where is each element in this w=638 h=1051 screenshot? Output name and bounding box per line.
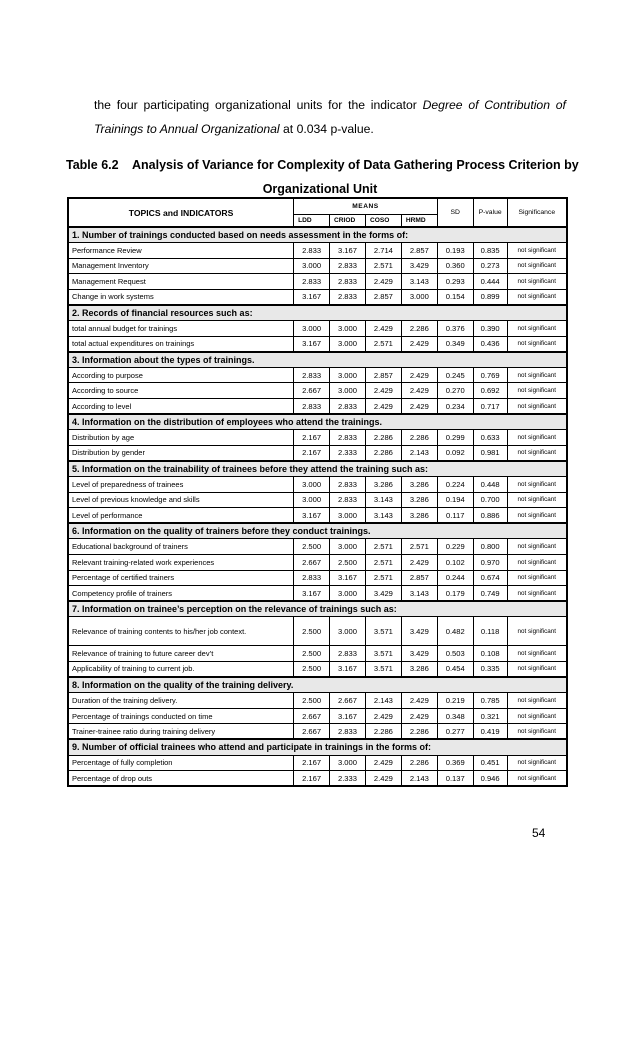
table-row [68,586,567,602]
sd-cell: 0.277 [437,724,473,740]
intro-italic-word: of [468,98,479,112]
sd-cell: 0.360 [437,258,473,274]
header-ldd: LDD [294,214,330,227]
hrmd-cell: 2.429 [401,693,437,709]
coso-cell: 3.429 [365,586,401,602]
p-value-cell: 0.835 [473,243,507,259]
significance-cell: not significant [507,243,567,259]
hrmd-cell: 2.429 [401,554,437,570]
hrmd-cell: 2.429 [401,367,437,383]
coso-cell: 3.571 [365,617,401,646]
criod-cell: 2.333 [330,445,366,461]
category-row [68,414,567,430]
p-value-cell: 0.946 [473,771,507,787]
sd-cell: 0.224 [437,477,473,493]
coso-cell: 2.429 [365,321,401,337]
hrmd-cell: 3.286 [401,477,437,493]
p-value-cell: 0.335 [473,661,507,677]
sd-cell: 0.092 [437,445,473,461]
indicator-cell: Level of preparedness of trainees [68,477,294,493]
sd-cell: 0.244 [437,570,473,586]
criod-cell: 2.833 [330,477,366,493]
table-row [68,477,567,493]
table-body [68,227,567,786]
hrmd-cell: 2.857 [401,570,437,586]
p-value-cell: 0.444 [473,274,507,290]
coso-cell: 3.286 [365,477,401,493]
p-value-cell: 0.785 [473,693,507,709]
intro-word: four [116,98,138,112]
p-value-cell: 0.749 [473,586,507,602]
intro-italic-word: of [555,98,566,112]
category-title: 2. Records of financial resources such as: [68,305,567,321]
sd-cell: 0.193 [437,243,473,259]
category-title: 9. Number of official trainees who attend and participate in trainings in the forms of: [68,739,567,755]
sd-cell: 0.293 [437,274,473,290]
category-title: 7. Information on trainee’s perception on the relevance of trainings such as: [68,601,567,617]
coso-cell: 2.857 [365,289,401,305]
table-row [68,445,567,461]
ldd-cell: 2.500 [294,693,330,709]
significance-cell: not significant [507,445,567,461]
intro-italic-word: Contribution [484,98,550,112]
category-title: 8. Information on the quality of the training delivery. [68,677,567,693]
ldd-cell: 3.000 [294,477,330,493]
header-coso: COSO [365,214,401,227]
significance-cell: not significant [507,430,567,446]
p-value-cell: 0.436 [473,336,507,352]
category-row [68,739,567,755]
ldd-cell: 2.500 [294,617,330,646]
indicator-cell: total actual expenditures on trainings [68,336,294,352]
table-row [68,321,567,337]
header-hrmd: HRMD [401,214,437,227]
p-value-cell: 0.800 [473,539,507,555]
ldd-cell: 2.833 [294,274,330,290]
ldd-cell: 2.167 [294,445,330,461]
significance-cell: not significant [507,274,567,290]
sd-cell: 0.503 [437,646,473,662]
ldd-cell: 2.667 [294,724,330,740]
indicator-cell: Distribution by gender [68,445,294,461]
header-means: MEANS [294,198,438,214]
hrmd-cell: 3.286 [401,492,437,508]
hrmd-cell: 2.143 [401,445,437,461]
significance-cell: not significant [507,617,567,646]
criod-cell: 3.000 [330,336,366,352]
significance-cell: not significant [507,570,567,586]
category-row [68,461,567,477]
coso-cell: 2.571 [365,336,401,352]
p-value-cell: 0.981 [473,445,507,461]
table-row [68,771,567,787]
p-value-cell: 0.451 [473,755,507,771]
significance-cell: not significant [507,399,567,415]
indicator-cell: Relevant training-related work experiences [68,554,294,570]
sd-cell: 0.117 [437,508,473,524]
ldd-cell: 2.167 [294,771,330,787]
significance-cell: not significant [507,383,567,399]
criod-cell: 2.500 [330,554,366,570]
significance-cell: not significant [507,646,567,662]
coso-cell: 3.571 [365,661,401,677]
significance-cell: not significant [507,258,567,274]
indicator-cell: Percentage of drop outs [68,771,294,787]
ldd-cell: 2.167 [294,755,330,771]
p-value-cell: 0.899 [473,289,507,305]
p-value-cell: 0.674 [473,570,507,586]
sd-cell: 0.369 [437,755,473,771]
significance-cell: not significant [507,289,567,305]
table-row [68,554,567,570]
hrmd-cell: 3.143 [401,274,437,290]
sd-cell: 0.179 [437,586,473,602]
p-value-cell: 0.970 [473,554,507,570]
table-row [68,724,567,740]
sd-cell: 0.348 [437,708,473,724]
p-value-cell: 0.692 [473,383,507,399]
criod-cell: 3.167 [330,661,366,677]
significance-cell: not significant [507,321,567,337]
indicator-cell: According to source [68,383,294,399]
ldd-cell: 3.000 [294,492,330,508]
sd-cell: 0.154 [437,289,473,305]
ldd-cell: 2.667 [294,554,330,570]
coso-cell: 2.143 [365,693,401,709]
ldd-cell: 3.167 [294,336,330,352]
p-value-cell: 0.419 [473,724,507,740]
criod-cell: 3.167 [330,708,366,724]
category-title: 6. Information on the quality of trainers before they conduct trainings. [68,523,567,539]
indicator-cell: Percentage of trainings conducted on time [68,708,294,724]
intro-word: the [348,98,366,112]
criod-cell: 2.833 [330,399,366,415]
significance-cell: not significant [507,367,567,383]
hrmd-cell: 2.286 [401,724,437,740]
ldd-cell: 3.000 [294,258,330,274]
indicator-cell: Relevance of training contents to his/her job context. [68,617,294,646]
sd-cell: 0.229 [437,539,473,555]
table-row [68,274,567,290]
header-p-value: P-value [473,198,507,227]
hrmd-cell: 3.429 [401,646,437,662]
sd-cell: 0.349 [437,336,473,352]
intro-italic-phrase: Trainings to Annual Organizational [94,122,280,136]
caption-line-1: Table 6.2 Analysis of Variance for Complexity of Data Gathering Process Criterion by [66,158,579,172]
significance-cell: not significant [507,586,567,602]
header-topics: TOPICS and INDICATORS [68,198,294,227]
significance-cell: not significant [507,755,567,771]
hrmd-cell: 2.857 [401,243,437,259]
coso-cell: 3.571 [365,646,401,662]
ldd-cell: 2.833 [294,399,330,415]
hrmd-cell: 3.429 [401,617,437,646]
indicator-cell: Competency profile of trainers [68,586,294,602]
p-value-cell: 0.700 [473,492,507,508]
intro-word: for [328,98,343,112]
indicator-cell: Distribution by age [68,430,294,446]
criod-cell: 2.333 [330,771,366,787]
category-title: 4. Information on the distribution of employees who attend the trainings. [68,414,567,430]
indicator-cell: Performance Review [68,243,294,259]
ldd-cell: 2.667 [294,708,330,724]
table-row [68,570,567,586]
table-caption [66,153,579,201]
hrmd-cell: 3.143 [401,586,437,602]
ldd-cell: 3.167 [294,289,330,305]
intro-word: indicator [370,98,417,112]
criod-cell: 2.667 [330,693,366,709]
sd-cell: 0.102 [437,554,473,570]
hrmd-cell: 2.429 [401,336,437,352]
sd-cell: 0.219 [437,693,473,709]
coso-cell: 2.429 [365,755,401,771]
p-value-cell: 0.717 [473,399,507,415]
sd-cell: 0.270 [437,383,473,399]
p-value-cell: 0.390 [473,321,507,337]
criod-cell: 3.000 [330,367,366,383]
sd-cell: 0.299 [437,430,473,446]
hrmd-cell: 3.286 [401,508,437,524]
significance-cell: not significant [507,724,567,740]
p-value-cell: 0.769 [473,367,507,383]
significance-cell: not significant [507,554,567,570]
significance-cell: not significant [507,508,567,524]
ldd-cell: 2.833 [294,570,330,586]
criod-cell: 3.000 [330,755,366,771]
coso-cell: 2.571 [365,570,401,586]
coso-cell: 2.429 [365,708,401,724]
sd-cell: 0.454 [437,661,473,677]
table-row [68,399,567,415]
significance-cell: not significant [507,539,567,555]
intro-paragraph [94,93,566,141]
category-row [68,352,567,368]
table-row [68,539,567,555]
p-value-cell: 0.118 [473,617,507,646]
criod-cell: 2.833 [330,646,366,662]
criod-cell: 2.833 [330,258,366,274]
p-value-cell: 0.108 [473,646,507,662]
coso-cell: 2.714 [365,243,401,259]
ldd-cell: 3.000 [294,321,330,337]
indicator-cell: Educational background of trainers [68,539,294,555]
p-value-cell: 0.886 [473,508,507,524]
coso-cell: 2.429 [365,274,401,290]
sd-cell: 0.376 [437,321,473,337]
caption-line-2: Organizational Unit [262,182,378,196]
criod-cell: 3.000 [330,617,366,646]
category-title: 5. Information on the trainability of trainees before they attend the training such as: [68,461,567,477]
category-title: 3. Information about the types of trainings. [68,352,567,368]
ldd-cell: 3.167 [294,508,330,524]
significance-cell: not significant [507,693,567,709]
significance-cell: not significant [507,336,567,352]
page-number: 54 [532,826,546,840]
table-row [68,367,567,383]
indicator-cell: Management Inventory [68,258,294,274]
significance-cell: not significant [507,477,567,493]
header-significance: Significance [507,198,567,227]
coso-cell: 2.429 [365,383,401,399]
sd-cell: 0.137 [437,771,473,787]
sd-cell: 0.194 [437,492,473,508]
hrmd-cell: 3.429 [401,258,437,274]
hrmd-cell: 2.571 [401,539,437,555]
hrmd-cell: 2.143 [401,771,437,787]
indicator-cell: According to level [68,399,294,415]
header-sd: SD [437,198,473,227]
table-row [68,617,567,646]
criod-cell: 2.833 [330,492,366,508]
p-value-cell: 0.448 [473,477,507,493]
criod-cell: 3.000 [330,539,366,555]
ldd-cell: 2.500 [294,646,330,662]
header-criod: CRIOD [330,214,366,227]
table-row [68,646,567,662]
indicator-cell: According to purpose [68,367,294,383]
hrmd-cell: 2.429 [401,399,437,415]
indicator-cell: Level of previous knowledge and skills [68,492,294,508]
sd-cell: 0.234 [437,399,473,415]
table-row [68,289,567,305]
table-row [68,661,567,677]
intro-line-2-rest: at 0.034 p-value. [279,122,374,136]
criod-cell: 3.000 [330,383,366,399]
sd-cell: 0.245 [437,367,473,383]
table-row [68,708,567,724]
indicator-cell: Trainer-trainee ratio during training delivery [68,724,294,740]
criod-cell: 2.833 [330,430,366,446]
coso-cell: 2.571 [365,539,401,555]
category-row [68,305,567,321]
indicator-cell: Percentage of fully completion [68,755,294,771]
indicator-cell: Applicability of training to current job. [68,661,294,677]
sd-cell: 0.482 [437,617,473,646]
indicator-cell: Percentage of certified trainers [68,570,294,586]
criod-cell: 3.000 [330,586,366,602]
criod-cell: 3.000 [330,508,366,524]
coso-cell: 2.429 [365,399,401,415]
significance-cell: not significant [507,492,567,508]
ldd-cell: 2.500 [294,539,330,555]
table-row [68,693,567,709]
criod-cell: 3.167 [330,243,366,259]
intro-italic-word: Degree [422,98,463,112]
coso-cell: 3.143 [365,508,401,524]
intro-line-1 [94,93,566,117]
hrmd-cell: 2.286 [401,321,437,337]
p-value-cell: 0.273 [473,258,507,274]
p-value-cell: 0.321 [473,708,507,724]
criod-cell: 3.000 [330,321,366,337]
p-value-cell: 0.633 [473,430,507,446]
table-row [68,508,567,524]
table-row [68,243,567,259]
hrmd-cell: 2.429 [401,708,437,724]
indicator-cell: Relevance of training to future career dev’t [68,646,294,662]
coso-cell: 3.143 [365,492,401,508]
category-row [68,227,567,243]
hrmd-cell: 3.000 [401,289,437,305]
table-row [68,492,567,508]
intro-word: the [94,98,111,112]
hrmd-cell: 2.286 [401,430,437,446]
indicator-cell: Change in work systems [68,289,294,305]
category-row [68,677,567,693]
category-title: 1. Number of trainings conducted based on needs assessment in the forms of: [68,227,567,243]
hrmd-cell: 2.429 [401,383,437,399]
significance-cell: not significant [507,708,567,724]
ldd-cell: 2.667 [294,383,330,399]
table-row [68,430,567,446]
category-row [68,523,567,539]
intro-word: participating [143,98,210,112]
coso-cell: 2.286 [365,430,401,446]
criod-cell: 2.833 [330,274,366,290]
intro-line-2 [94,117,566,141]
table-row [68,755,567,771]
ldd-cell: 2.833 [294,367,330,383]
table-row [68,383,567,399]
criod-cell: 2.833 [330,289,366,305]
ldd-cell: 2.500 [294,661,330,677]
category-row [68,601,567,617]
indicator-cell: total annual budget for trainings [68,321,294,337]
criod-cell: 2.833 [330,724,366,740]
criod-cell: 3.167 [330,570,366,586]
coso-cell: 2.429 [365,771,401,787]
hrmd-cell: 2.286 [401,755,437,771]
ldd-cell: 3.167 [294,586,330,602]
intro-word: units [296,98,323,112]
significance-cell: not significant [507,771,567,787]
indicator-cell: Level of performance [68,508,294,524]
anova-table [67,197,568,787]
coso-cell: 2.286 [365,445,401,461]
coso-cell: 2.571 [365,554,401,570]
coso-cell: 2.571 [365,258,401,274]
hrmd-cell: 3.286 [401,661,437,677]
ldd-cell: 2.833 [294,243,330,259]
ldd-cell: 2.167 [294,430,330,446]
intro-word: organizational [214,98,291,112]
significance-cell: not significant [507,661,567,677]
coso-cell: 2.857 [365,367,401,383]
coso-cell: 2.286 [365,724,401,740]
table-row [68,336,567,352]
indicator-cell: Management Request [68,274,294,290]
table-row [68,258,567,274]
indicator-cell: Duration of the training delivery. [68,693,294,709]
